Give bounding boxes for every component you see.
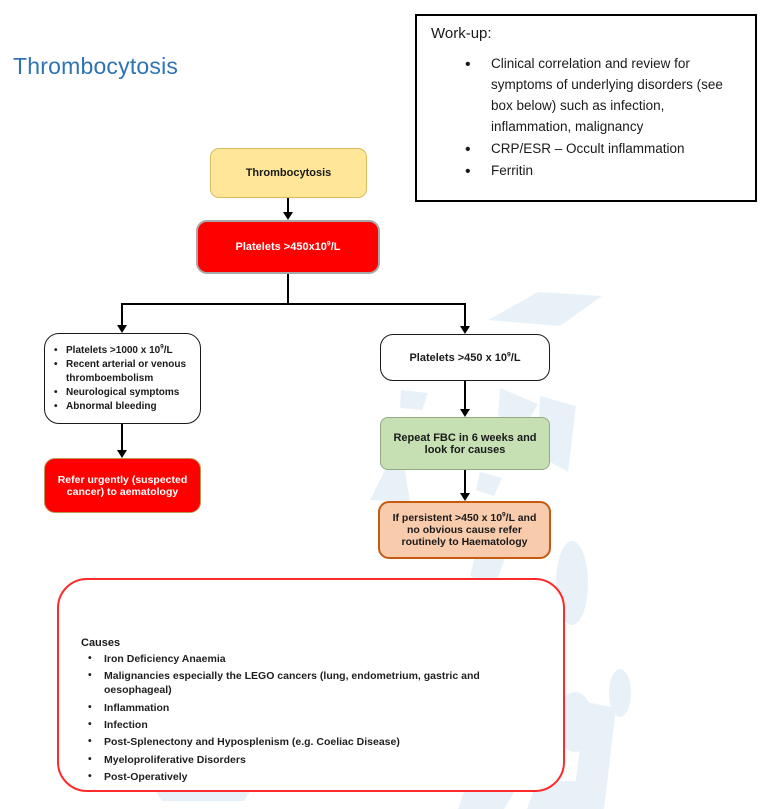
node-label: If persistent >450 x $10^9/L$ and no obvious cause refer routinely to Haematology [392, 511, 537, 548]
arrowhead-icon [117, 325, 127, 333]
page-title: Thrombocytosis [13, 53, 179, 79]
connector-repeat-to-persistent [464, 470, 466, 495]
arrowhead-icon [460, 493, 470, 501]
workup-box [415, 14, 757, 202]
cause-item: • Malignancies especially the LEGO cancers (lung, endometrium, gastric and oesophageal) [87, 670, 545, 698]
criteria-item: • Abnormal bleeding [53, 400, 196, 414]
cause-item: • Post-Splenectony and Hyposplenism (e.g. Coeliac Disease) [87, 736, 545, 750]
criteria-item: • Platelets >1000 x $10^9/L$ [53, 344, 196, 358]
flow-node-platelets-450-check [380, 334, 550, 381]
cause-item: • Iron Deficiency Anaemia [87, 653, 545, 667]
cause-item: • Post-Operatively [87, 771, 545, 785]
flow-node-platelets-over-450 [196, 220, 380, 274]
cause-item: • Myeloproliferative Disorders [87, 754, 545, 768]
flow-node-thrombocytosis: Thrombocytosis [210, 148, 367, 198]
connector-left-branch [121, 303, 123, 327]
arrowhead-icon [460, 409, 470, 417]
criteria-item: • Neurological symptoms [53, 386, 196, 400]
arrowhead-icon [460, 326, 470, 334]
arrowhead-icon [283, 212, 293, 220]
connector-right-branch [464, 303, 466, 327]
workup-heading: Work-up: [431, 25, 492, 42]
connector-main-down [287, 274, 289, 305]
urgent-criteria-list [53, 344, 196, 414]
connector-criteria-to-refer [121, 424, 123, 451]
connector-branch-horizontal [121, 303, 466, 305]
connector-check-to-repeat [464, 381, 466, 410]
node-label: Platelets $>450x10^9/L$ [235, 240, 341, 253]
causes-heading: Causes [81, 637, 121, 649]
arrowhead-icon [117, 450, 127, 458]
flow-node-refer-urgently: Refer urgently (suspected cancer) to aematology [44, 458, 201, 513]
flow-node-urgent-criteria [44, 333, 201, 424]
workup-item: • Clinical correlation and review for symptoms of underlying disorders (see box below) such as infection, inflammation, malignancy [465, 54, 743, 138]
cause-item: • Infection [87, 719, 545, 733]
causes-list [81, 653, 545, 785]
flow-node-persistent-refer [378, 501, 551, 559]
flow-node-repeat-fbc: Repeat FBC in 6 weeks and look for causes [380, 417, 550, 470]
criteria-item: • Recent arterial or venous thromboembolism [53, 358, 196, 386]
causes-box [57, 578, 565, 792]
cause-item: • Inflammation [87, 702, 545, 716]
node-label: Platelets >450 x $10^9/L$ [409, 350, 521, 364]
workup-list [429, 54, 743, 182]
workup-item: • Ferritin [465, 161, 743, 182]
workup-item: • CRP/ESR – Occult inflammation [465, 139, 743, 160]
